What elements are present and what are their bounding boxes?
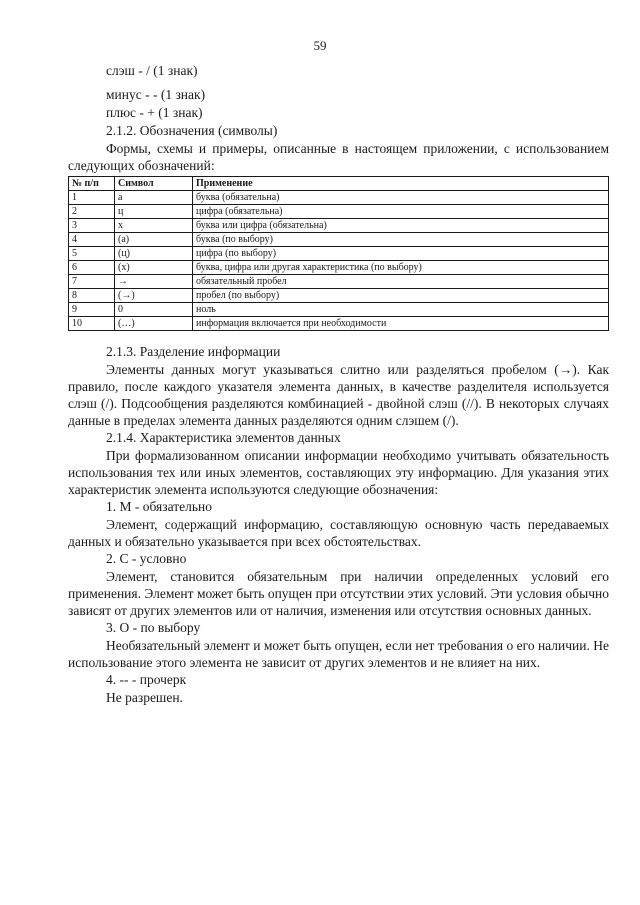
minus-line: минус - ‐ (1 знак) [106,87,206,102]
row-usage: буква (обязательна) [193,191,609,205]
row-symbol: → [115,275,193,289]
table-row [69,233,609,247]
item-mandatory-text: Элемент, содержащий информацию, составляющую основную часть передаваемых данных и обязательно указывается при всех обстоятельствах. [68,517,609,549]
section-213-text: Элементы данных могут указываться слитно или разделяться пробелом (→). Как правило, после каждого указателя элемента данных, в качестве разделителя используется слэш (/). Подсообщения разделяются комбинацией - двойной слэш (//). В некоторых случаях данные в пределах элемента данных разделяются одним слэшем (/). [68,362,609,428]
item-dash-text: Не разрешен. [106,690,183,705]
slash-line: слэш - / (1 знак) [106,63,198,78]
item-optional-title: 3. О - по выбору [106,620,201,635]
row-number: 3 [69,219,115,233]
row-number: 4 [69,233,115,247]
table-row [69,247,609,261]
row-symbol: а [115,191,193,205]
section-214-text: При формализованном описании информации необходимо учитывать обязательность использования тех или иных элементов, составляющих эту информацию. Для указания этих характеристик элемента используются следующие обозначения: [68,448,609,497]
row-symbol: (ц) [115,247,193,261]
row-usage: обязательный пробел [193,275,609,289]
row-number: 8 [69,289,115,303]
section-212-title: 2.1.2. Обозначения (символы) [106,123,278,138]
header-symbol: Символ [115,177,193,191]
row-number: 5 [69,247,115,261]
row-usage: информация включается при необходимости [193,317,609,331]
row-usage: буква, цифра или другая характеристика (по выбору) [193,261,609,275]
row-number: 10 [69,317,115,331]
row-number: 9 [69,303,115,317]
item-dash-title: 4. -- - прочерк [106,672,187,687]
row-usage: цифра (обязательна) [193,205,609,219]
table-row [69,289,609,303]
table-header-row [69,177,609,191]
table-row [69,205,609,219]
plus-line: плюс - + (1 знак) [106,105,203,120]
row-symbol: (х) [115,261,193,275]
row-number: 2 [69,205,115,219]
row-symbol: х [115,219,193,233]
item-conditional-text: Элемент, становится обязательным при наличии определенных условий его применения. Элемент может быть опущен при отсутствии этих условий. Эти условия обычно зависят от других элементов или от наличия, изменения или отсутствия основных данных. [68,569,609,618]
row-symbol: 0 [115,303,193,317]
row-usage: пробел (по выбору) [193,289,609,303]
table-row [69,275,609,289]
table-row [69,317,609,331]
header-usage: Применение [193,177,609,191]
page-content [68,62,609,707]
row-number: 7 [69,275,115,289]
header-number: № п/п [69,177,115,191]
row-usage: буква или цифра (обязательна) [193,219,609,233]
table-row [69,191,609,205]
row-number: 1 [69,191,115,205]
section-214-title: 2.1.4. Характеристика элементов данных [106,430,341,445]
row-symbol: (→) [115,289,193,303]
section-213-title: 2.1.3. Разделение информации [106,344,281,359]
page-number: 59 [313,38,327,53]
row-number: 6 [69,261,115,275]
item-optional-text: Необязательный элемент и может быть опущен, если нет требования о его наличии. Не использование этого элемента не зависит от других элементов и не влияет на них. [68,638,609,670]
table-row [69,261,609,275]
item-conditional-title: 2. С - условно [106,551,187,566]
row-usage: буква (по выбору) [193,233,609,247]
row-usage: цифра (по выбору) [193,247,609,261]
row-symbol: ц [115,205,193,219]
row-usage: ноль [193,303,609,317]
symbols-table [68,176,609,331]
intro-paragraph: Формы, схемы и примеры, описанные в настоящем приложении, с использованием следующих обозначений: [68,141,609,173]
table-row [69,303,609,317]
row-symbol: (…) [115,317,193,331]
table-row [69,219,609,233]
item-mandatory-title: 1. М - обязательно [106,499,212,514]
row-symbol: (а) [115,233,193,247]
